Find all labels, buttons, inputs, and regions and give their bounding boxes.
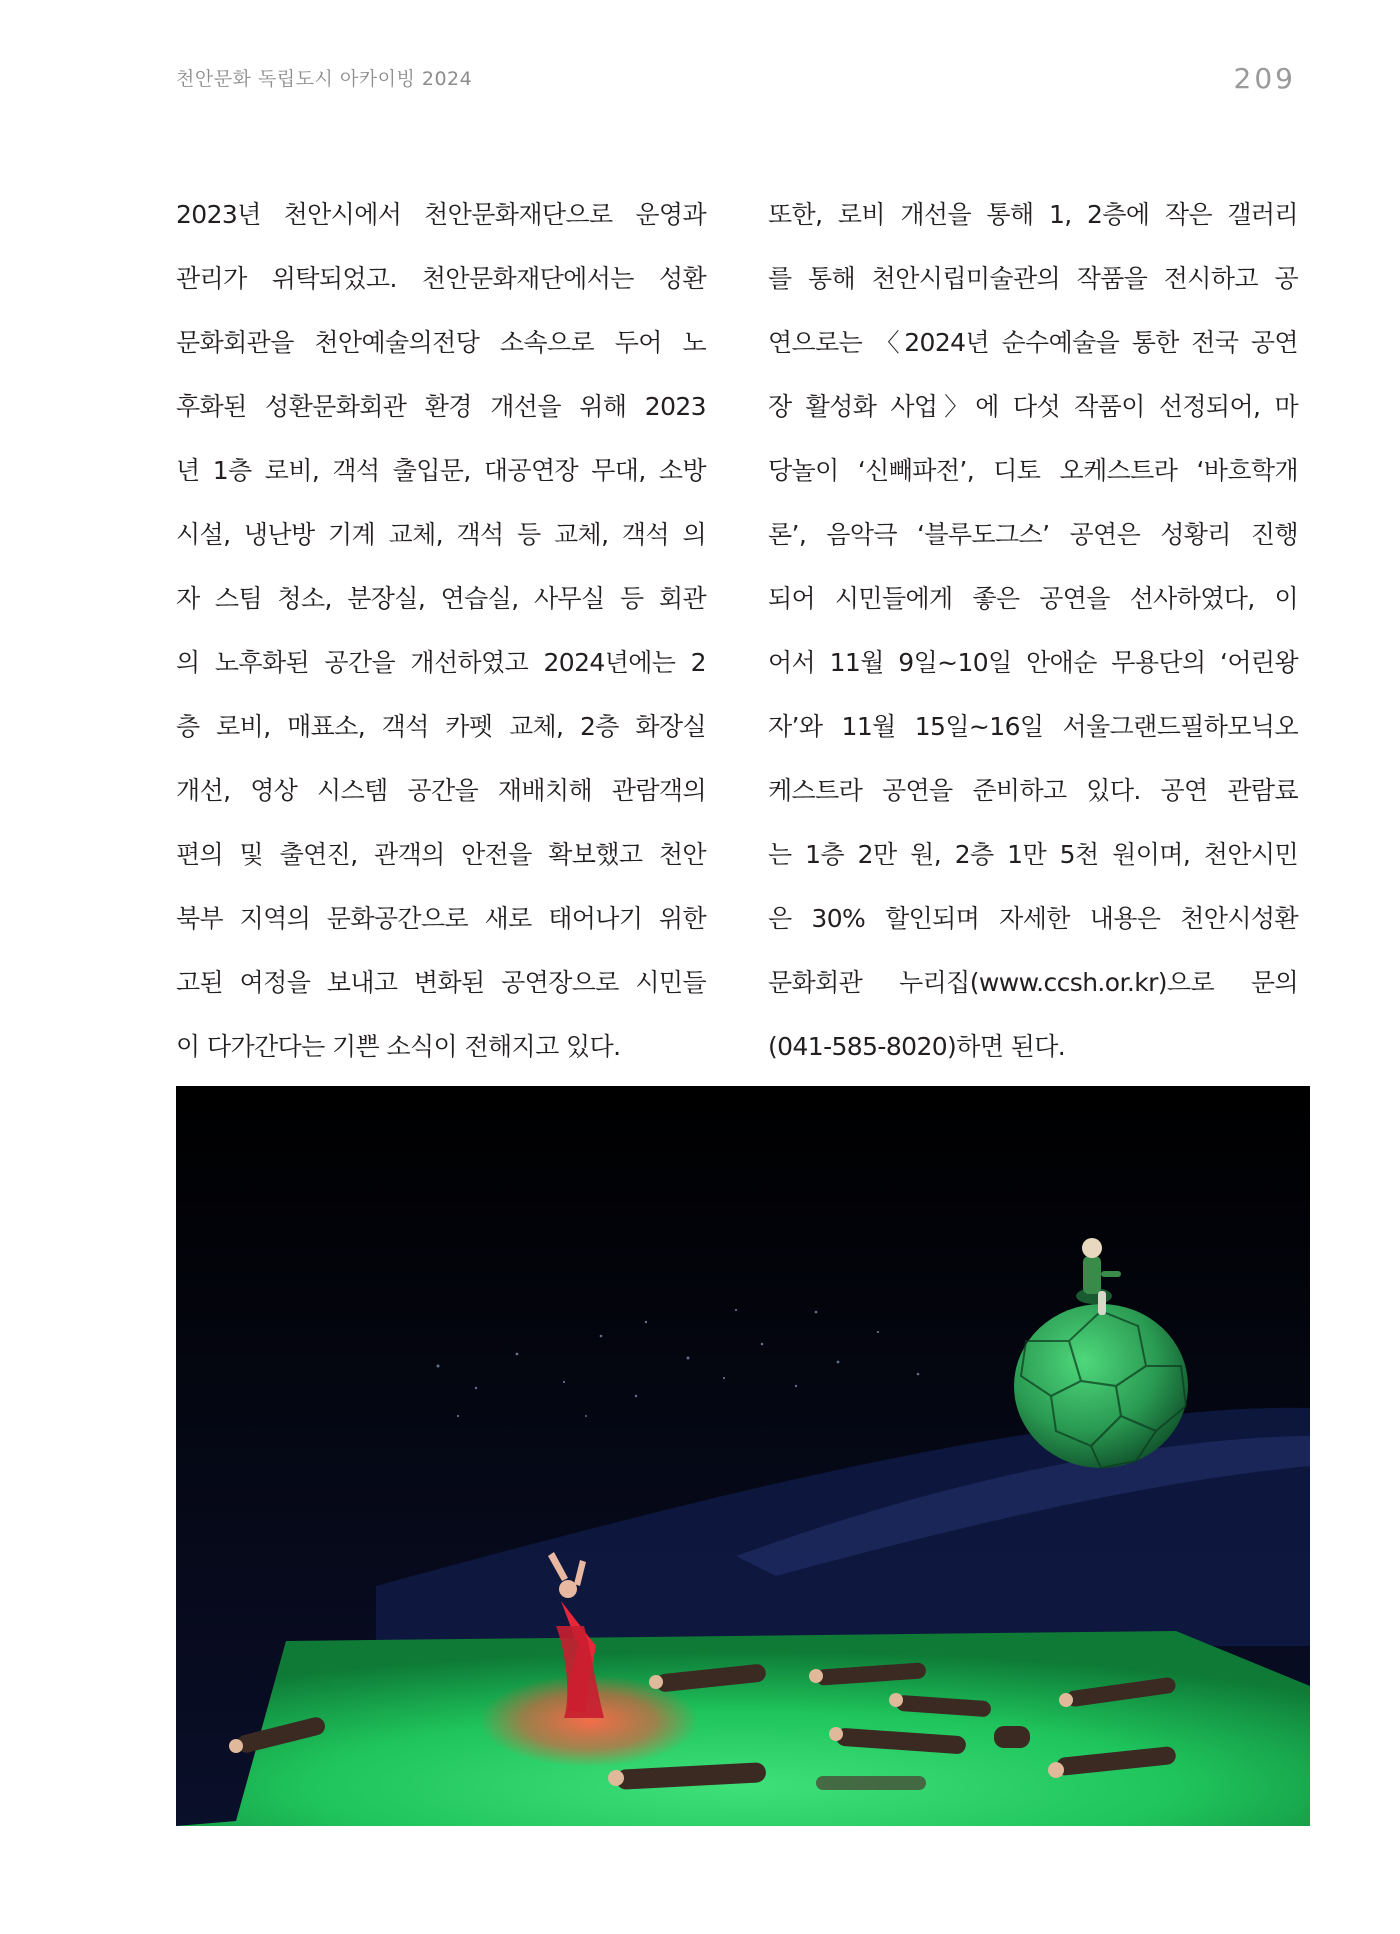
- text-line: 장 활성화 사업〉에 다섯 작품이 선정되어, 마: [768, 392, 1298, 421]
- article-column-left: [176, 183, 706, 1061]
- text-line: 연으로는 〈2024년 순수예술을 통한 전국 공연: [768, 328, 1298, 357]
- text-line: 자 스팀 청소, 분장실, 연습실, 사무실 등 회관: [176, 584, 706, 613]
- stage-floor: [176, 1631, 1310, 1826]
- article-column-right: [768, 183, 1298, 1061]
- text-line: 또한, 로비 개선을 통해 1, 2층에 작은 갤러리: [768, 200, 1298, 229]
- stage-performance-photo: [176, 1086, 1310, 1826]
- text-line: 후화된 성환문화회관 환경 개선을 위해 2023: [176, 392, 706, 421]
- text-line: 의 노후화된 공간을 개선하였고 2024년에는 2: [176, 648, 706, 677]
- text-line: 층 로비, 매표소, 객석 카펫 교체, 2층 화장실: [176, 712, 706, 741]
- text-line: 론’, 음악극 ‘블루도그스’ 공연은 성황리 진행: [768, 520, 1298, 549]
- text-line: 북부 지역의 문화공간으로 새로 태어나기 위한: [176, 904, 706, 933]
- text-line: 고된 여정을 보내고 변화된 공연장으로 시민들: [176, 968, 706, 997]
- text-line: 를 통해 천안시립미술관의 작품을 전시하고 공: [768, 264, 1298, 293]
- text-line: 자’와 11월 15일~16일 서울그랜드필하모닉오: [768, 712, 1298, 741]
- page-number: 209: [1233, 62, 1296, 95]
- text-line: 케스트라 공연을 준비하고 있다. 공연 관람료: [768, 776, 1298, 805]
- running-title: 천안문화 독립도시 아카이빙 2024: [176, 68, 473, 90]
- text-line: 개선, 영상 시스템 공간을 재배치해 관람객의: [176, 776, 706, 805]
- text-line: 편의 및 출연진, 관객의 안전을 확보했고 천안: [176, 840, 706, 869]
- text-line: 는 1층 2만 원, 2층 1만 5천 원이며, 천안시민: [768, 840, 1298, 869]
- text-line: 당놀이 ‘신빼파전’, 디토 오케스트라 ‘바흐학개: [768, 456, 1298, 485]
- text-line: 관리가 위탁되었고. 천안문화재단에서는 성환: [176, 264, 706, 293]
- text-line: 시설, 냉난방 기계 교체, 객석 등 교체, 객석 의: [176, 520, 706, 549]
- text-line: 어서 11월 9일~10일 안애순 무용단의 ‘어린왕: [768, 648, 1298, 677]
- text-line: 문화회관을 천안예술의전당 소속으로 두어 노: [176, 328, 706, 357]
- text-line: 이 다가간다는 기쁜 소식이 전해지고 있다.: [176, 1032, 621, 1061]
- text-line: (041-585-8020)하면 된다.: [768, 1032, 1066, 1061]
- text-line: 년 1층 로비, 객석 출입문, 대공연장 무대, 소방: [176, 456, 706, 485]
- text-line: 은 30% 할인되며 자세한 내용은 천안시성환: [768, 904, 1298, 933]
- text-line: 문화회관 누리집(www.ccsh.or.kr)으로 문의: [768, 968, 1298, 997]
- planet-globe: [1014, 1304, 1188, 1468]
- text-line: 2023년 천안시에서 천안문화재단으로 운영과: [176, 200, 706, 229]
- text-line: 되어 시민들에게 좋은 공연을 선사하였다, 이: [768, 584, 1298, 613]
